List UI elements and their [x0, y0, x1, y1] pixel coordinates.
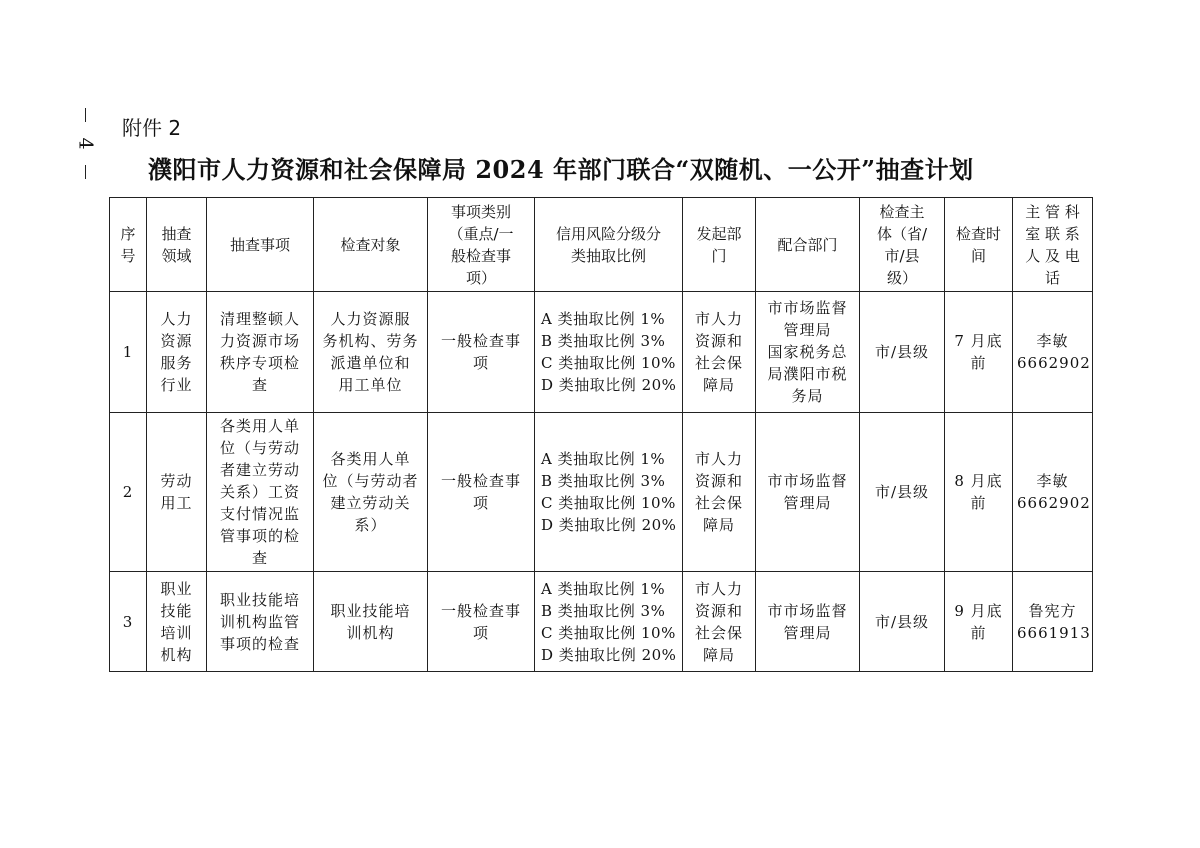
cell-line: 障局: [702, 645, 735, 664]
cell-line: 发起部: [696, 224, 742, 243]
cell-contact: [1013, 292, 1093, 413]
cell-line: 管事项的检: [219, 527, 300, 545]
cell-item: [207, 292, 314, 413]
header-initiator: [683, 198, 756, 292]
table-header-row: [110, 198, 1093, 292]
cell-line: 用工: [160, 494, 193, 512]
cell-line: 事项的检查: [219, 634, 300, 653]
cell-time: [945, 413, 1013, 572]
cell-target: [314, 292, 428, 413]
cell-line: 9 月底: [954, 601, 1003, 620]
header-category: [428, 198, 535, 292]
cell-line: 系）: [354, 516, 387, 534]
inspection-plan-table: [109, 197, 1093, 672]
cell-line: 市市场监督: [767, 601, 848, 620]
cell-line: 6662902: [1017, 354, 1091, 372]
cell-line: 前: [970, 623, 987, 642]
cell-line: 劳动: [160, 472, 193, 490]
cell-line: 室 联 系: [1025, 224, 1080, 243]
cell-line: 市人力: [694, 310, 743, 328]
cell-line: 抽查事项: [229, 235, 290, 254]
cell-line: 位（与劳动者: [322, 472, 419, 490]
cell-line: 各类用人单: [330, 450, 411, 468]
cell-line: 清理整顿人: [219, 310, 300, 328]
cell-line: 职业技能培: [330, 601, 411, 620]
cell-line: 级）: [886, 268, 917, 287]
cell-line: 门: [711, 246, 727, 265]
cell-line: 项: [472, 354, 489, 372]
cell-line: 李敏: [1036, 332, 1069, 350]
cell-category: [428, 292, 535, 413]
cell-line: 李敏: [1036, 472, 1069, 490]
cell-line: 资源和: [694, 332, 743, 350]
cell-line: 话: [1044, 268, 1060, 287]
cell-line: 查: [251, 376, 268, 394]
cell-domain: [147, 413, 207, 572]
cell-line: 国家税务总: [767, 343, 848, 361]
header-item: [207, 198, 314, 292]
header-domain: [147, 198, 207, 292]
cell-item: [207, 572, 314, 672]
cell-line: C 类抽取比例 10%: [541, 494, 676, 512]
cell-line: 检查主: [879, 202, 925, 221]
cell-line: 人力资源服: [330, 310, 411, 328]
cell-line: 信用风险分级分: [555, 224, 661, 243]
cell-line: 管理局: [783, 321, 832, 339]
cell-line: 各类用人单: [219, 417, 300, 435]
cell-line: 派遣单位和: [330, 354, 411, 372]
cell-item: [207, 413, 314, 572]
cell-risk-ratio: [535, 413, 683, 572]
cell-line: 配合部门: [777, 235, 838, 254]
cell-line: 前: [970, 354, 987, 372]
cell-line: 务机构、劳务: [322, 332, 419, 350]
cell-line: 职业: [160, 579, 193, 598]
cell-line: 6661913: [1017, 623, 1091, 642]
cell-line: 主 管 科: [1025, 202, 1080, 221]
cell-line: 支付情况监: [219, 505, 300, 523]
cell-line: 前: [970, 494, 987, 512]
cell-no: 1: [110, 292, 147, 413]
cell-line: 服务: [160, 354, 193, 372]
cell-line: 障局: [702, 376, 735, 394]
header-time: [945, 198, 1013, 292]
cell-line: 人力: [160, 310, 193, 328]
table-row: [110, 292, 1093, 413]
cell-line: A 类抽取比例 1%: [541, 450, 666, 468]
cell-domain: [147, 572, 207, 672]
cell-line: 市市场监督: [767, 472, 848, 490]
cell-line: 体（省/: [876, 224, 928, 243]
cell-line: 般检查事: [450, 246, 511, 265]
cell-line: 间: [970, 246, 986, 265]
cell-line: 一般检查事: [440, 332, 521, 350]
header-no: [110, 198, 147, 292]
cell-risk-ratio: [535, 292, 683, 413]
cell-line: 社会保: [694, 354, 743, 372]
cell-contact: [1013, 413, 1093, 572]
cell-line: 训机构: [346, 623, 395, 642]
cell-line: C 类抽取比例 10%: [541, 354, 676, 372]
cell-line: 局濮阳市税: [767, 365, 848, 383]
header-level: [860, 198, 945, 292]
page-number-dash-bottom: [85, 165, 86, 179]
cell-domain: [147, 292, 207, 413]
cell-line: 抽查: [161, 224, 192, 243]
cell-line: B 类抽取比例 3%: [541, 332, 666, 350]
cell-cooperator: [756, 292, 860, 413]
cell-line: D 类抽取比例 20%: [541, 516, 677, 534]
page-number-digit: 4: [74, 137, 97, 150]
cell-line: 事项类别: [450, 202, 511, 221]
cell-line: 人 及 电: [1025, 246, 1080, 265]
cell-line: 管理局: [783, 494, 832, 512]
cell-line: 市人力: [694, 450, 743, 468]
cell-level: [860, 413, 945, 572]
cell-time: [945, 292, 1013, 413]
cell-line: 项: [472, 623, 489, 642]
cell-line: 技能: [160, 601, 193, 620]
cell-cooperator: [756, 572, 860, 672]
cell-initiator: [683, 292, 756, 413]
cell-line: 一般检查事: [440, 472, 521, 490]
cell-line: A 类抽取比例 1%: [541, 579, 666, 598]
cell-line: 7 月底: [954, 332, 1003, 350]
cell-line: 市/县: [884, 246, 920, 265]
cell-line: 序: [120, 224, 136, 243]
cell-line: 力资源市场: [219, 332, 300, 350]
cell-line: 市/县级: [874, 612, 930, 631]
cell-line: 秩序专项检: [219, 354, 300, 372]
cell-risk-ratio: [535, 572, 683, 672]
cell-line: 6662902: [1017, 494, 1091, 512]
cell-line: 市市场监督: [767, 299, 848, 317]
header-cooperator: [756, 198, 860, 292]
cell-line: 领域: [161, 246, 192, 265]
cell-line: 障局: [702, 516, 735, 534]
cell-line: 查: [251, 549, 268, 567]
cell-line: 鲁宪方: [1028, 601, 1077, 620]
cell-line: 训机构监管: [219, 612, 300, 631]
table-row: [110, 413, 1093, 572]
attachment-label: 附件 2: [122, 116, 182, 140]
cell-line: 培训: [160, 623, 193, 642]
cell-line: 社会保: [694, 623, 743, 642]
cell-line: 管理局: [783, 623, 832, 642]
cell-line: 位（与劳动: [219, 439, 300, 457]
cell-line: 一般检查事: [440, 601, 521, 620]
header-risk-ratio: [535, 198, 683, 292]
page-number-dash-top: [85, 108, 86, 122]
cell-line: A 类抽取比例 1%: [541, 310, 666, 328]
cell-line: B 类抽取比例 3%: [541, 601, 666, 620]
cell-target: [314, 413, 428, 572]
cell-initiator: [683, 572, 756, 672]
cell-line: 号: [120, 246, 136, 265]
cell-no: 3: [110, 572, 147, 672]
cell-initiator: [683, 413, 756, 572]
cell-line: 资源和: [694, 601, 743, 620]
cell-line: 用工单位: [338, 376, 403, 394]
cell-line: C 类抽取比例 10%: [541, 623, 676, 642]
cell-line: 职业技能培: [219, 590, 300, 609]
cell-line: B 类抽取比例 3%: [541, 472, 666, 490]
cell-no: 2: [110, 413, 147, 572]
cell-line: （重点/一: [448, 224, 514, 243]
page-number: [70, 104, 100, 183]
cell-line: 检查时: [955, 224, 1001, 243]
cell-line: D 类抽取比例 20%: [541, 376, 677, 394]
table-row: [110, 572, 1093, 672]
cell-level: [860, 572, 945, 672]
cell-contact: [1013, 572, 1093, 672]
cell-line: 资源和: [694, 472, 743, 490]
cell-line: 关系）工资: [219, 483, 300, 501]
table-body: [110, 292, 1093, 672]
cell-line: 市/县级: [874, 343, 930, 361]
cell-line: D 类抽取比例 20%: [541, 645, 677, 664]
cell-line: 市人力: [694, 579, 743, 598]
cell-line: 机构: [160, 645, 193, 664]
cell-line: 建立劳动关: [330, 494, 411, 512]
cell-time: [945, 572, 1013, 672]
header-contact: [1013, 198, 1093, 292]
cell-line: 者建立劳动: [219, 461, 300, 479]
cell-category: [428, 413, 535, 572]
cell-cooperator: [756, 413, 860, 572]
cell-category: [428, 572, 535, 672]
cell-line: 市/县级: [874, 483, 930, 501]
cell-line: 项）: [465, 268, 496, 287]
cell-line: 行业: [160, 376, 193, 394]
cell-line: 类抽取比例: [570, 246, 646, 265]
cell-line: 项: [472, 494, 489, 512]
cell-line: 资源: [160, 332, 193, 350]
cell-line: 检查对象: [340, 235, 401, 254]
header-target: [314, 198, 428, 292]
cell-level: [860, 292, 945, 413]
cell-line: 务局: [791, 387, 824, 405]
cell-line: 8 月底: [954, 472, 1003, 490]
page-title: 濮阳市人力资源和社会保障局 2024 年部门联合“双随机、一公开”抽查计划: [148, 155, 974, 184]
cell-target: [314, 572, 428, 672]
cell-line: 社会保: [694, 494, 743, 512]
